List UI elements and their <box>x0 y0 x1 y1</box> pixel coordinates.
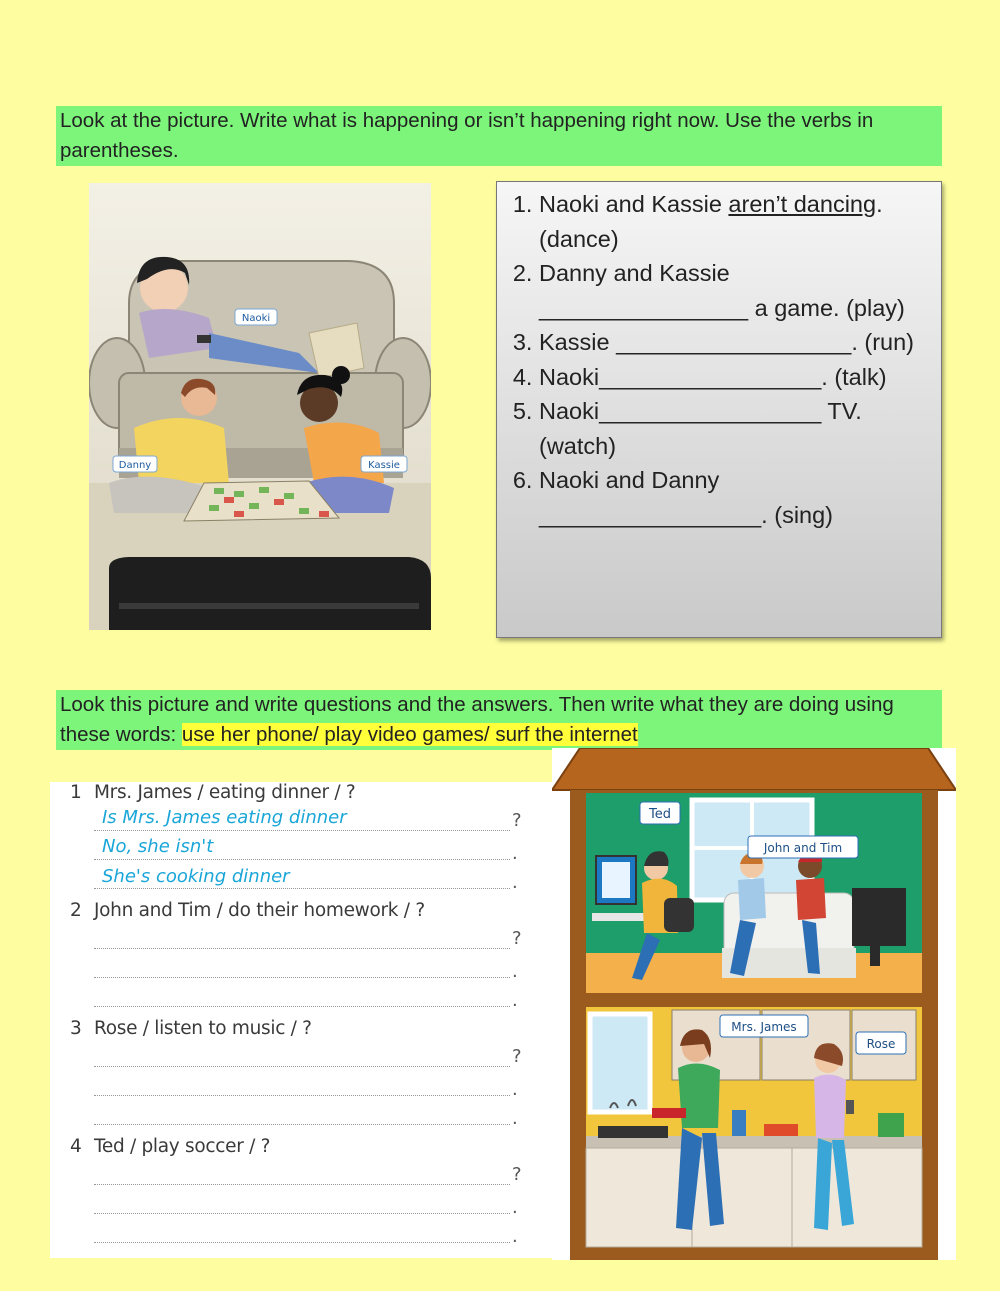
svg-text:Mrs. James: Mrs. James <box>731 1020 797 1034</box>
svg-text:Naoki: Naoki <box>241 313 271 324</box>
answer-line[interactable] <box>94 1242 510 1243</box>
answer-line[interactable] <box>94 977 510 978</box>
answer-line[interactable] <box>94 1124 510 1125</box>
exercise-item[interactable]: 2. Danny and Kassie ________________ a game. (play) <box>539 256 941 325</box>
label-kassie <box>361 456 407 472</box>
question-1: 1 Mrs. James / eating dinner / ? <box>70 782 356 803</box>
label-rose <box>856 1032 906 1054</box>
answer-line[interactable] <box>94 1095 510 1096</box>
living-room-picture <box>89 183 431 630</box>
word-bank: use her phone/ play video games/ surf the internet <box>181 723 638 746</box>
exercise-item: 1. Naoki and Kassie aren’t dancing. (dance) <box>539 187 941 256</box>
label-mrs-james <box>720 1015 808 1037</box>
answer-line[interactable] <box>94 1066 510 1067</box>
label-naoki <box>235 309 277 325</box>
svg-text:Danny: Danny <box>118 460 152 471</box>
exercise-item[interactable]: 5. Naoki_________________ TV. (watch) <box>539 394 941 463</box>
example-answer: No, she isn't <box>102 836 214 857</box>
svg-text:John and Tim: John and Tim <box>763 841 843 855</box>
svg-text:Rose: Rose <box>866 1037 896 1051</box>
label-ted <box>640 802 680 824</box>
exercise-item[interactable]: 6. Naoki and Danny _________________. (sing) <box>539 463 941 532</box>
question-4: 4 Ted / play soccer / ? <box>70 1136 271 1157</box>
example-question: Is Mrs. James eating dinner <box>102 807 347 828</box>
answer-line[interactable] <box>94 1006 510 1007</box>
example-doing: She's cooking dinner <box>102 866 290 887</box>
exercise-item[interactable]: 3. Kassie __________________. (run) <box>539 325 941 360</box>
exercise-box <box>496 181 942 638</box>
question-3: 3 Rose / listen to music / ? <box>70 1018 312 1039</box>
svg-text:Ted: Ted <box>649 807 671 822</box>
instruction-1: Look at the picture. Write what is happening or isn’t happening right now. Use the verbs in parentheses. <box>56 106 942 166</box>
label-john-and-tim <box>748 836 858 858</box>
worksheet: 1 Mrs. James / eating dinner / ? Is Mrs. James eating dinner ? No, she isn't . She's cooking dinner . 2 John and Tim / do their homework / ? ? . . 3 Rose / listen to music / ? ? . . 4 Ted / play soccer / ? ? . . <box>50 782 553 1258</box>
svg-text:Kassie: Kassie <box>368 460 400 471</box>
answer-line[interactable] <box>94 1213 510 1214</box>
house-picture <box>552 748 956 1260</box>
sample-answer: aren’t dancing <box>728 191 877 217</box>
question-2: 2 John and Tim / do their homework / ? <box>70 900 425 921</box>
answer-line[interactable] <box>94 1184 510 1185</box>
label-danny <box>113 456 157 472</box>
exercise-item[interactable]: 4. Naoki_________________. (talk) <box>539 360 941 395</box>
instruction-2: Look this picture and write questions and the answers. Then write what they are doing using these words: use her phone/ play video games/ surf the internet <box>56 690 942 750</box>
answer-line[interactable] <box>94 948 510 949</box>
